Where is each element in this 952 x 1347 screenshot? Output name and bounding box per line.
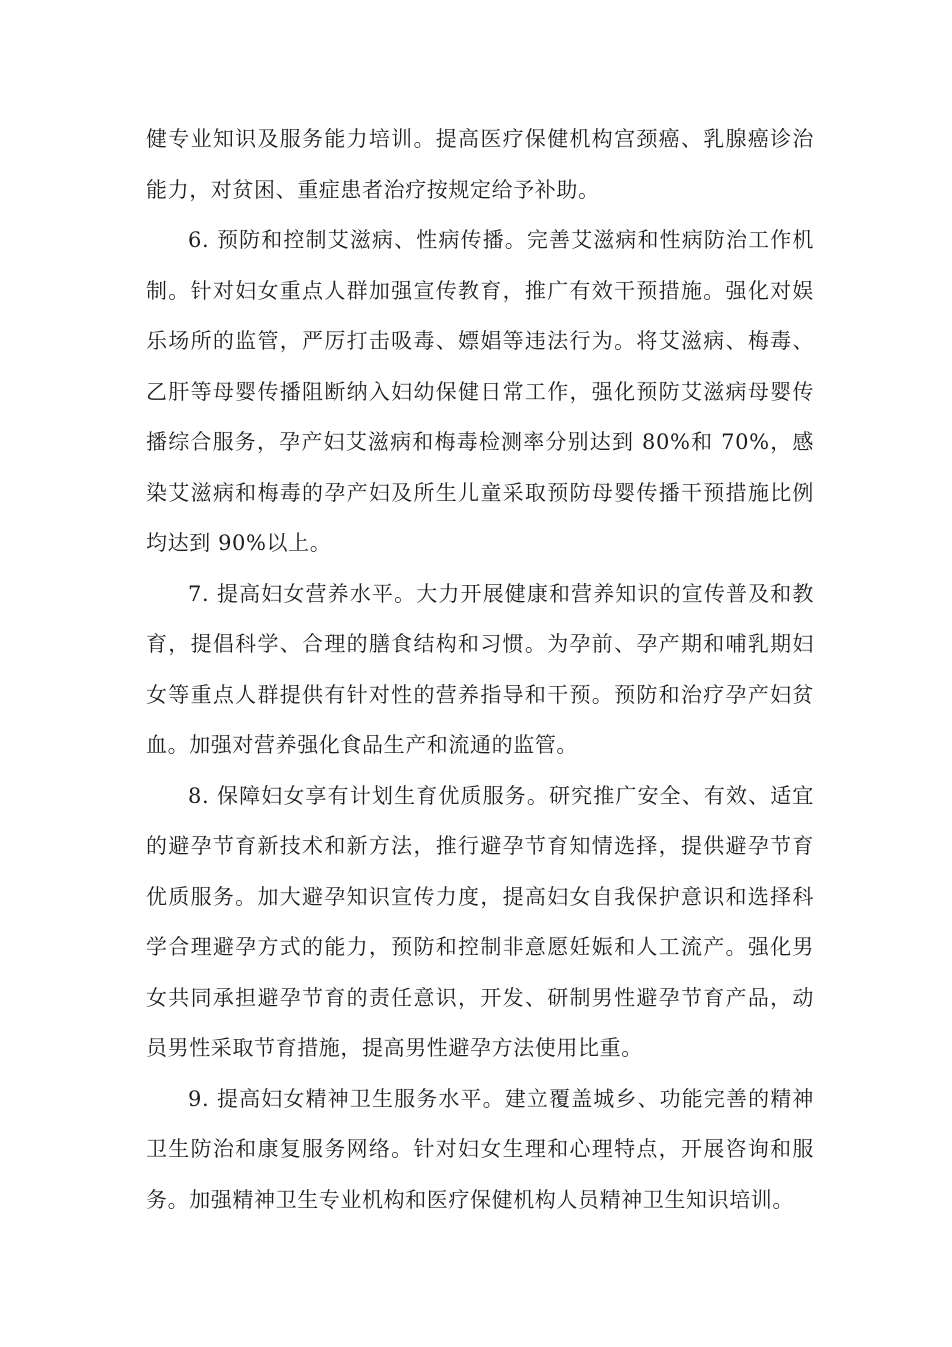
paragraph-item-8: 8. 保障妇女享有计划生育优质服务。研究推广安全、有效、适宜的避孕节育新技术和新方法，推行避孕节育知情选择，提供避孕节育优质服务。加大避孕知识宣传力度，提高妇女自我保护意识和选择科学合理避孕方式的能力，预防和控制非意愿妊娠和人工流产。强化男女共同承担避孕节育的责任意识，开发、研制男性避孕节育产品，动员男性采取节育措施，提高男性避孕方法使用比重。 xyxy=(146,783,814,1060)
paragraph-item-9: 9. 提高妇女精神卫生服务水平。建立覆盖城乡、功能完善的精神卫生防治和康复服务网络。针对妇女生理和心理特点，开展咨询和服务。加强精神卫生专业机构和医疗保健机构人员精神卫生知识培训。 xyxy=(146,1086,814,1212)
paragraph-continuation: 健专业知识及服务能力培训。提高医疗保健机构宫颈癌、乳腺癌诊治能力，对贫困、重症患者治疗按规定给予补助。 xyxy=(146,127,814,202)
document-body xyxy=(146,114,814,1225)
paragraph-item-6: 6. 预防和控制艾滋病、性病传播。完善艾滋病和性病防治工作机制。针对妇女重点人群加强宣传教育，推广有效干预措施。强化对娱乐场所的监管，严厉打击吸毒、嫖娼等违法行为。将艾滋病、梅毒、乙肝等母婴传播阻断纳入妇幼保健日常工作，强化预防艾滋病母婴传播综合服务，孕产妇艾滋病和梅毒检测率分别达到 80%和 70%，感染艾滋病和梅毒的孕产妇及所生儿童采取预防母婴传播干预措施比例均达到 90%以上。 xyxy=(146,228,814,555)
paragraph-item-7: 7. 提高妇女营养水平。大力开展健康和营养知识的宣传普及和教育，提倡科学、合理的膳食结构和习惯。为孕前、孕产期和哺乳期妇女等重点人群提供有针对性的营养指导和干预。预防和治疗孕产妇贫血。加强对营养强化食品生产和流通的监管。 xyxy=(146,581,814,757)
